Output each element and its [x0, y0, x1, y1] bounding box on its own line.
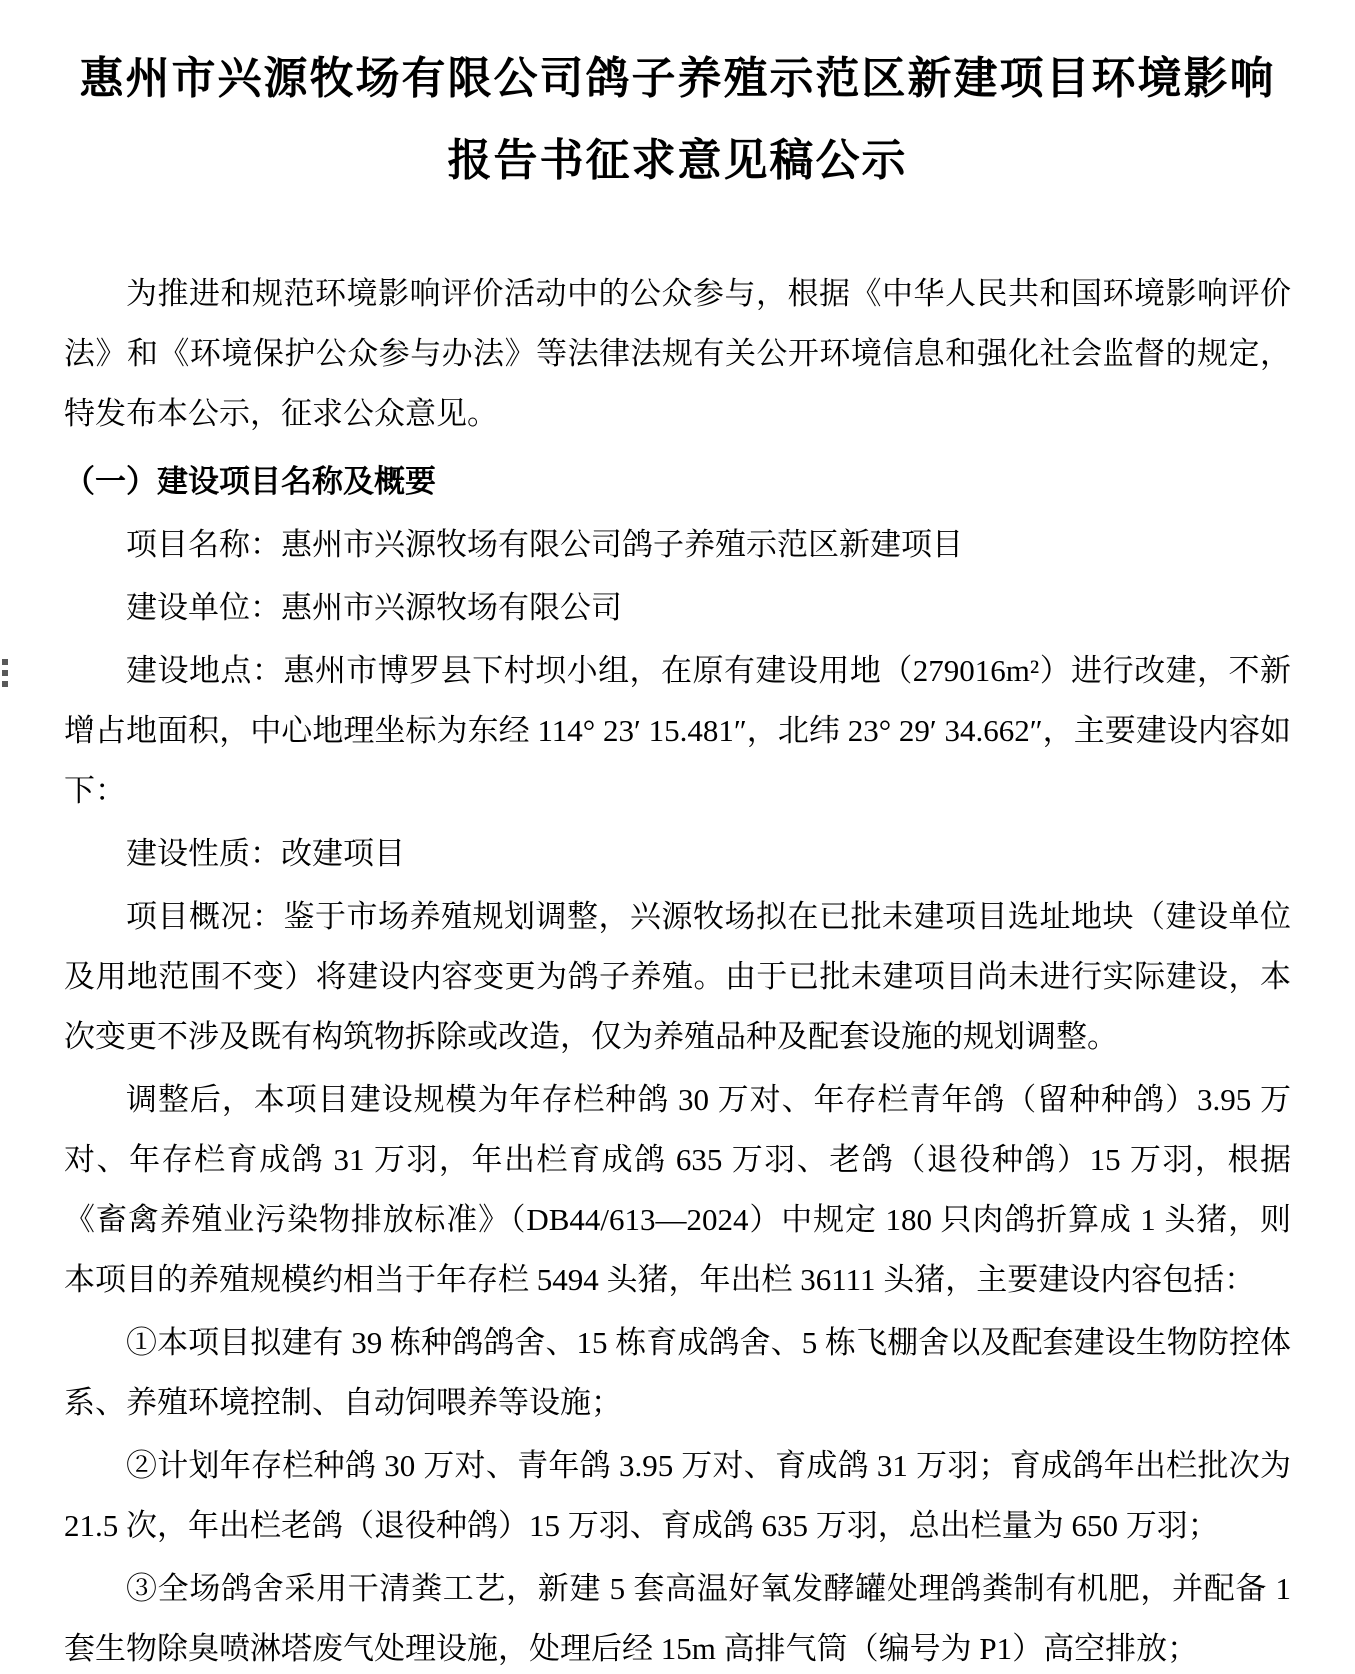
- section1-heading: （一）建设项目名称及概要: [64, 464, 436, 499]
- intro-paragraph: 为推进和规范环境影响评价活动中的公众参与，根据《中华人民共和国环境影响评价法》和《环境保护公众参与办法》等法律法规有关公开环境信息和强化社会监督的规定，特发布本公示，征求公众意见。: [64, 276, 1291, 431]
- document-title: [64, 38, 1291, 202]
- paragraph-item-3: ③全场鸽舍采用干清粪工艺，新建 5 套高温好氧发酵罐处理鸽粪制有机肥，并配备 1 套生物除臭喷淋塔废气处理设施，处理后经 15m 高排气筒（编号为 P1）高空排放；: [64, 1571, 1291, 1666]
- document-title-line2: 报告书征求意见稿公示: [447, 136, 908, 185]
- left-margin-drag-handle[interactable]: [2, 656, 10, 689]
- handle-dot-icon: [2, 681, 8, 687]
- paragraph-construction-nature: 建设性质：改建项目: [126, 836, 405, 871]
- paragraph-project-name: 项目名称：惠州市兴源牧场有限公司鸽子养殖示范区新建项目: [126, 527, 963, 562]
- paragraph-construction-unit: 建设单位：惠州市兴源牧场有限公司: [126, 590, 622, 625]
- paragraph-adjusted-scale: 调整后，本项目建设规模为年存栏种鸽 30 万对、年存栏青年鸽（留种种鸽）3.95 万对、年存栏育成鸽 31 万羽，年出栏育成鸽 635 万羽、老鸽（退役种鸽）15 万羽，根据《畜禽养殖业污染物排放标准》（DB44/613—2024）中规定 180 只肉鸽折算成 1 头猪，则本项目的养殖规模约相当于年存栏 5494 头猪，年出栏 36111 头猪，主要建设内容包括：: [64, 1082, 1291, 1297]
- handle-dot-icon: [2, 659, 8, 665]
- handle-dot-icon: [2, 670, 8, 676]
- paragraph-item-2: ②计划年存栏种鸽 30 万对、青年鸽 3.95 万对、育成鸽 31 万羽；育成鸽年出栏批次为 21.5 次，年出栏老鸽（退役种鸽）15 万羽、育成鸽 635 万羽，总出栏量为 650 万羽；: [64, 1448, 1291, 1543]
- document-title-line1: 惠州市兴源牧场有限公司鸽子养殖示范区新建项目环境影响: [79, 54, 1276, 103]
- paragraph-construction-site: 建设地点：惠州市博罗县下村坝小组，在原有建设用地（279016m²）进行改建，不新增占地面积，中心地理坐标为东经 114° 23′ 15.481″，北纬 23° 29′ 34.662″，主要建设内容如下：: [64, 653, 1291, 808]
- paragraph-item-1: ①本项目拟建有 39 栋种鸽鸽舍、15 栋育成鸽舍、5 栋飞棚舍以及配套建设生物防控体系、养殖环境控制、自动饲喂养等设施；: [64, 1325, 1291, 1420]
- paragraph-project-overview: 项目概况：鉴于市场养殖规划调整，兴源牧场拟在已批未建项目选址地块（建设单位及用地范围不变）将建设内容变更为鸽子养殖。由于已批未建项目尚未进行实际建设，本次变更不涉及既有构筑物拆除或改造，仅为养殖品种及配套设施的规划调整。: [64, 899, 1291, 1054]
